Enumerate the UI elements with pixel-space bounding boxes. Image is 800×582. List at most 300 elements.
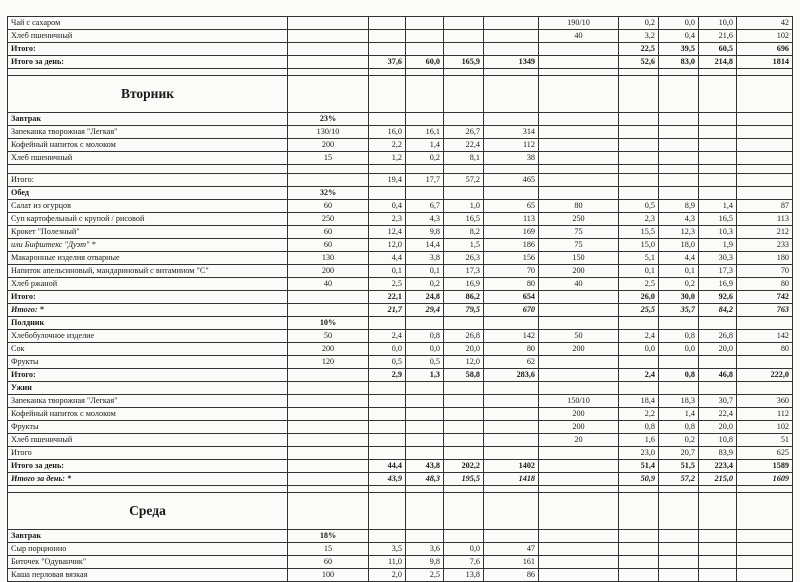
value-cell: 92,6 (699, 291, 737, 304)
value-cell: 654 (484, 291, 539, 304)
value-cell (288, 76, 369, 113)
value-cell: 43,9 (369, 473, 406, 486)
value-cell: 1418 (484, 473, 539, 486)
value-cell: 60 (288, 200, 369, 213)
value-cell (484, 69, 539, 76)
table-row (8, 447, 793, 460)
value-cell: 0,8 (659, 421, 699, 434)
value-cell (369, 43, 406, 56)
value-cell: 40 (539, 30, 619, 43)
table-row (8, 139, 793, 152)
value-cell: 20,0 (444, 343, 484, 356)
value-cell: 30,0 (659, 291, 699, 304)
value-cell: 165,9 (444, 56, 484, 69)
value-cell (288, 460, 369, 473)
row-label-cell: Макаронные изделия отварные (8, 252, 288, 265)
table-row (8, 69, 793, 76)
value-cell: 20 (539, 434, 619, 447)
value-cell (619, 493, 659, 530)
value-cell: 84,2 (699, 304, 737, 317)
table-row (8, 265, 793, 278)
value-cell (288, 69, 369, 76)
value-cell (619, 69, 659, 76)
value-cell: 233 (737, 239, 793, 252)
value-cell: 57,2 (659, 473, 699, 486)
value-cell (659, 486, 699, 493)
value-cell (484, 395, 539, 408)
row-label-cell: Итого: (8, 174, 288, 187)
row-label-cell: Напиток апельсиновый, мандариновый с витамином "С" (8, 265, 288, 278)
value-cell (539, 304, 619, 317)
value-cell: 22,4 (699, 408, 737, 421)
value-cell: 215,0 (699, 473, 737, 486)
value-cell (288, 17, 369, 30)
value-cell (288, 369, 369, 382)
value-cell (737, 69, 793, 76)
value-cell: 37,6 (369, 56, 406, 69)
value-cell (369, 17, 406, 30)
row-label-cell: Фрукты (8, 421, 288, 434)
table-row (8, 252, 793, 265)
value-cell: 130 (288, 252, 369, 265)
value-cell (619, 139, 659, 152)
value-cell: 8,9 (659, 200, 699, 213)
value-cell (619, 356, 659, 369)
value-cell (619, 174, 659, 187)
value-cell (484, 382, 539, 395)
value-cell: 0,1 (659, 265, 699, 278)
value-cell (484, 43, 539, 56)
value-cell: 80 (484, 343, 539, 356)
value-cell: 12,4 (369, 226, 406, 239)
value-cell: 60,5 (699, 43, 737, 56)
value-cell (539, 317, 619, 330)
value-cell: 2,4 (369, 330, 406, 343)
table-row (8, 304, 793, 317)
value-cell (699, 187, 737, 200)
value-cell: 169 (484, 226, 539, 239)
value-cell: 2,3 (619, 213, 659, 226)
row-label-cell: Салат из огурцов (8, 200, 288, 213)
value-cell (699, 317, 737, 330)
table-row (8, 152, 793, 165)
value-cell (619, 382, 659, 395)
value-cell: 79,5 (444, 304, 484, 317)
value-cell (619, 486, 659, 493)
value-cell: 32% (288, 187, 369, 200)
value-cell: 250 (539, 213, 619, 226)
value-cell (659, 69, 699, 76)
row-label-cell: Чай с сахаром (8, 17, 288, 30)
value-cell (539, 369, 619, 382)
value-cell: 5,1 (619, 252, 659, 265)
value-cell: 60 (288, 226, 369, 239)
value-cell (699, 556, 737, 569)
value-cell (699, 543, 737, 556)
value-cell (444, 447, 484, 460)
value-cell (406, 434, 444, 447)
value-cell: 2,0 (369, 569, 406, 582)
value-cell: 51,4 (619, 460, 659, 473)
value-cell: 2,5 (619, 278, 659, 291)
value-cell (659, 139, 699, 152)
value-cell: 26,7 (444, 126, 484, 139)
value-cell: 0,1 (369, 265, 406, 278)
value-cell: 8,1 (444, 152, 484, 165)
value-cell: 465 (484, 174, 539, 187)
value-cell: 83,0 (659, 56, 699, 69)
value-cell: 57,2 (444, 174, 484, 187)
value-cell: 30,3 (699, 252, 737, 265)
row-label-cell: Биточек "Одуванчик" (8, 556, 288, 569)
value-cell: 10,3 (699, 226, 737, 239)
value-cell: 0,5 (619, 200, 659, 213)
table-row (8, 174, 793, 187)
value-cell: 1814 (737, 56, 793, 69)
value-cell: 142 (484, 330, 539, 343)
value-cell: 20,0 (699, 421, 737, 434)
row-label-cell: Крокет "Полезный" (8, 226, 288, 239)
value-cell: 75 (539, 239, 619, 252)
row-label-cell: Итого: (8, 43, 288, 56)
value-cell: 156 (484, 252, 539, 265)
table-row (8, 395, 793, 408)
value-cell (737, 126, 793, 139)
value-cell: 1609 (737, 473, 793, 486)
value-cell: 4,4 (659, 252, 699, 265)
row-label-cell: Итого за день: (8, 56, 288, 69)
value-cell: 2,4 (619, 369, 659, 382)
value-cell: 83,9 (699, 447, 737, 460)
value-cell (444, 382, 484, 395)
value-cell (737, 76, 793, 113)
value-cell (699, 139, 737, 152)
value-cell (539, 174, 619, 187)
value-cell: 22,4 (444, 139, 484, 152)
value-cell (288, 291, 369, 304)
value-cell (288, 395, 369, 408)
value-cell: 12,0 (369, 239, 406, 252)
table-row (8, 382, 793, 395)
row-label-cell: Сыр порционно (8, 543, 288, 556)
value-cell: 80 (737, 278, 793, 291)
value-cell: 0,2 (659, 434, 699, 447)
value-cell (484, 530, 539, 543)
value-cell (659, 569, 699, 582)
value-cell (619, 165, 659, 174)
value-cell (737, 556, 793, 569)
value-cell: 180 (737, 252, 793, 265)
value-cell: 2,5 (406, 569, 444, 582)
value-cell: 314 (484, 126, 539, 139)
value-cell: 13,8 (444, 569, 484, 582)
value-cell: 21,7 (369, 304, 406, 317)
value-cell: 1,4 (659, 408, 699, 421)
value-cell: 0,5 (369, 356, 406, 369)
value-cell (484, 187, 539, 200)
value-cell: 86 (484, 569, 539, 582)
table-row (8, 330, 793, 343)
value-cell (699, 486, 737, 493)
value-cell (699, 165, 737, 174)
value-cell (288, 174, 369, 187)
value-cell: 3,6 (406, 543, 444, 556)
row-label-cell (8, 69, 288, 76)
table-row (8, 356, 793, 369)
value-cell (659, 187, 699, 200)
value-cell: 2,2 (369, 139, 406, 152)
value-cell (699, 356, 737, 369)
value-cell: 18,4 (619, 395, 659, 408)
value-cell: 222,0 (737, 369, 793, 382)
value-cell (737, 113, 793, 126)
value-cell (659, 76, 699, 113)
row-label-cell: Вторник (8, 76, 288, 113)
value-cell (737, 187, 793, 200)
row-label-cell: Итого: (8, 291, 288, 304)
value-cell (444, 76, 484, 113)
value-cell (406, 317, 444, 330)
value-cell: 0,8 (619, 421, 659, 434)
value-cell (369, 69, 406, 76)
value-cell: 4,3 (406, 213, 444, 226)
value-cell: 10,8 (699, 434, 737, 447)
value-cell (369, 493, 406, 530)
row-label-cell: Хлеб пшеничный (8, 30, 288, 43)
value-cell: 1349 (484, 56, 539, 69)
value-cell (484, 76, 539, 113)
value-cell: 7,6 (444, 556, 484, 569)
row-label-cell: Полдник (8, 317, 288, 330)
value-cell: 3,2 (619, 30, 659, 43)
value-cell: 212 (737, 226, 793, 239)
value-cell: 25,5 (619, 304, 659, 317)
value-cell (539, 152, 619, 165)
value-cell: 102 (737, 30, 793, 43)
value-cell (406, 43, 444, 56)
value-cell: 670 (484, 304, 539, 317)
table-row (8, 473, 793, 486)
value-cell (659, 530, 699, 543)
value-cell (737, 543, 793, 556)
value-cell (539, 56, 619, 69)
value-cell: 1,4 (406, 139, 444, 152)
value-cell: 10% (288, 317, 369, 330)
value-cell (539, 76, 619, 113)
table-row (8, 226, 793, 239)
value-cell: 200 (539, 408, 619, 421)
value-cell (659, 165, 699, 174)
value-cell (444, 395, 484, 408)
value-cell: 0,0 (444, 543, 484, 556)
value-cell (659, 317, 699, 330)
value-cell: 0,4 (659, 30, 699, 43)
row-label-cell: Итого: (8, 369, 288, 382)
value-cell (288, 56, 369, 69)
table-row (8, 56, 793, 69)
value-cell (369, 30, 406, 43)
value-cell (444, 30, 484, 43)
value-cell: 52,6 (619, 56, 659, 69)
value-cell (539, 447, 619, 460)
value-cell: 0,2 (406, 278, 444, 291)
value-cell: 1,5 (444, 239, 484, 252)
value-cell: 26,8 (699, 330, 737, 343)
value-cell: 8,2 (444, 226, 484, 239)
value-cell (539, 356, 619, 369)
value-cell (369, 447, 406, 460)
value-cell (737, 165, 793, 174)
value-cell: 40 (539, 278, 619, 291)
value-cell: 18% (288, 530, 369, 543)
value-cell (484, 447, 539, 460)
value-cell: 16,9 (444, 278, 484, 291)
value-cell (619, 126, 659, 139)
value-cell (699, 174, 737, 187)
value-cell: 0,5 (406, 356, 444, 369)
value-cell (484, 493, 539, 530)
day-header-row (8, 76, 793, 113)
row-label-cell: Среда (8, 493, 288, 530)
table-row (8, 278, 793, 291)
value-cell: 0,8 (406, 330, 444, 343)
value-cell (444, 421, 484, 434)
value-cell (484, 421, 539, 434)
value-cell: 44,4 (369, 460, 406, 473)
table-row (8, 530, 793, 543)
value-cell: 21,6 (699, 30, 737, 43)
value-cell: 0,0 (369, 343, 406, 356)
value-cell (406, 395, 444, 408)
value-cell: 17,7 (406, 174, 444, 187)
value-cell: 130/10 (288, 126, 369, 139)
table-row (8, 408, 793, 421)
value-cell (288, 408, 369, 421)
value-cell (699, 76, 737, 113)
value-cell (406, 76, 444, 113)
value-cell: 4,4 (369, 252, 406, 265)
row-label-cell: Фрукты (8, 356, 288, 369)
table-row (8, 113, 793, 126)
value-cell (539, 165, 619, 174)
value-cell: 2,5 (369, 278, 406, 291)
value-cell (659, 113, 699, 126)
row-label-cell: Завтрак (8, 530, 288, 543)
row-label-cell (8, 165, 288, 174)
value-cell (539, 139, 619, 152)
value-cell (737, 486, 793, 493)
value-cell (406, 165, 444, 174)
value-cell: 696 (737, 43, 793, 56)
value-cell: 23,0 (619, 447, 659, 460)
row-label-cell: Хлеб пшеничный (8, 434, 288, 447)
value-cell: 50,9 (619, 473, 659, 486)
value-cell (288, 434, 369, 447)
value-cell: 40 (288, 278, 369, 291)
row-label-cell: Суп картофельный с крупой / рисовой (8, 213, 288, 226)
menu-body (8, 17, 793, 582)
value-cell (406, 187, 444, 200)
value-cell: 0,1 (619, 265, 659, 278)
value-cell: 742 (737, 291, 793, 304)
value-cell: 625 (737, 447, 793, 460)
value-cell (619, 76, 659, 113)
value-cell: 20,7 (659, 447, 699, 460)
value-cell: 16,5 (699, 213, 737, 226)
row-label-cell: Итого за день: * (8, 473, 288, 486)
value-cell: 200 (288, 139, 369, 152)
value-cell (539, 291, 619, 304)
table-row (8, 165, 793, 174)
value-cell (619, 569, 659, 582)
value-cell: 200 (288, 343, 369, 356)
value-cell: 22,1 (369, 291, 406, 304)
row-label-cell: Хлебобулочное изделие (8, 330, 288, 343)
row-label-cell: Обед (8, 187, 288, 200)
value-cell (737, 356, 793, 369)
value-cell (619, 556, 659, 569)
value-cell (406, 113, 444, 126)
value-cell (659, 556, 699, 569)
value-cell: 17,3 (444, 265, 484, 278)
table-row (8, 543, 793, 556)
value-cell (288, 382, 369, 395)
value-cell: 35,7 (659, 304, 699, 317)
value-cell: 0,2 (659, 278, 699, 291)
value-cell: 3,5 (369, 543, 406, 556)
row-label-cell: Кофейный напиток с молоком (8, 408, 288, 421)
value-cell (539, 187, 619, 200)
value-cell (484, 30, 539, 43)
value-cell: 18,0 (659, 239, 699, 252)
value-cell (539, 543, 619, 556)
value-cell: 113 (737, 213, 793, 226)
value-cell: 102 (737, 421, 793, 434)
value-cell: 200 (539, 343, 619, 356)
value-cell (288, 473, 369, 486)
value-cell (539, 126, 619, 139)
row-label-cell: Хлеб ржаной (8, 278, 288, 291)
value-cell (539, 569, 619, 582)
value-cell: 26,8 (444, 330, 484, 343)
value-cell: 0,4 (369, 200, 406, 213)
value-cell (484, 165, 539, 174)
value-cell: 142 (737, 330, 793, 343)
value-cell (699, 530, 737, 543)
value-cell: 19,4 (369, 174, 406, 187)
value-cell: 200 (539, 265, 619, 278)
value-cell: 0,0 (406, 343, 444, 356)
value-cell (288, 30, 369, 43)
value-cell: 43,8 (406, 460, 444, 473)
value-cell (699, 569, 737, 582)
value-cell (539, 460, 619, 473)
value-cell: 75 (539, 226, 619, 239)
value-cell (288, 165, 369, 174)
value-cell (288, 304, 369, 317)
value-cell (619, 543, 659, 556)
value-cell: 161 (484, 556, 539, 569)
value-cell (444, 486, 484, 493)
value-cell: 195,5 (444, 473, 484, 486)
value-cell: 0,2 (406, 152, 444, 165)
value-cell (288, 493, 369, 530)
value-cell (406, 382, 444, 395)
value-cell: 80 (737, 343, 793, 356)
value-cell: 763 (737, 304, 793, 317)
value-cell (484, 113, 539, 126)
row-label-cell: Ужин (8, 382, 288, 395)
